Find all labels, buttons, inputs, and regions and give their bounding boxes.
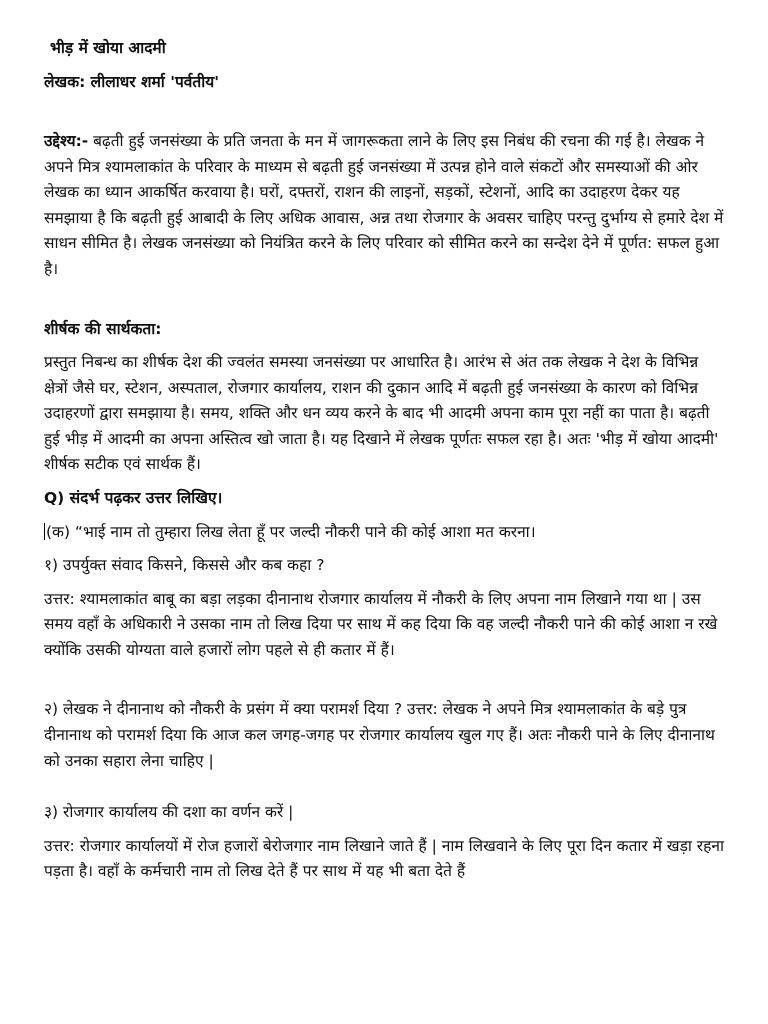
objective-paragraph (44, 129, 724, 283)
q2-text: २) लेखक ने दीनानाथ को नौकरी के प्रसंग में क्या परामर्श दिया ? उत्तर: लेखक ने अपने मित्र श्यामलाकांत के बड़े पुत्र दीनानाथ को परामर्श दिया कि आज कल जगह-जगह पर रोजगार कार्यालय खुल गए हैं। अतः नौकरी पाने के लिए दीनानाथ को उनका सहारा लेना चाहिए | (44, 700, 715, 770)
passage-text: (क) “भाई नाम तो तुम्हारा लिख लेता हूँ पर जल्दी नौकरी पाने की कोई आशा मत करना। (46, 522, 536, 541)
q3-answer: उत्तर: रोजगार कार्यालयों में रोज हजारों बेरोजगार नाम लिखाने जाते हैं | नाम लिखवाने के लिए पूरा दिन कतार में खड़ा रहना पड़ता है। वहाँ के कर्मचारी नाम तो लिख देते हैं पर साथ में यह भी बता देते हैं (44, 836, 724, 881)
author-line: लेखक: लीलाधर शर्मा 'पर्वतीय' (44, 72, 219, 91)
question-heading: Q) संदर्भ पढ़कर उत्तर लिखिए। (44, 489, 223, 508)
objective-text: बढ़ती हुई जनसंख्या के प्रति जनता के मन में जागरूकता लाने के लिए इस निबंध की रचना की गई है। लेखक ने अपने मित्र श्यामलाकांत के परिवार के माध्यम से बढ़ती हुई जनसंख्या में उत्पन्न होने वाले संकटों और समस्याओं की ओर लेखक का ध्यान आकर्षित करवाया है। घरों, दफ्तरों, राशन की लाइनों, सड़कों, स्टेशनों, आदि का उदाहरण देकर यह समझाया है कि बढ़ती हुई आबादी के लिए अधिक आवास, अन्न तथा रोजगार के अवसर चाहिए परन्तु दुर्भाग्य से हमारे देश में साधन सीमित है। लेखक जनसंख्या को नियंत्रित करने के लिए परिवार को सीमित करने का सन्देश देने में पूर्णत: सफल हुआ है। (44, 132, 724, 278)
q1-question: १) उपर्युक्त संवाद किसने, किससे और कब कहा ? (44, 556, 325, 575)
significance-text: प्रस्तुत निबन्ध का शीर्षक देश की ज्वलंत समस्या जनसंख्या पर आधारित है। आरंभ से अंत तक लेखक ने देश के विभिन्न क्षेत्रों जैसे घर, स्टेशन, अस्पताल, रोजगार कार्यालय, राशन की दुकान आदि में बढ़ती हुई जनसंख्या के कारण को विभिन्न उदाहरणों द्वारा समझाया है। समय, शक्ति और धन व्यय करने के बाद भी आदमी अपना काम पूरा नहीं का पाता है। बढ़ती हुई भीड़ में आदमी का अपना अस्तित्व खो जाता है। यह दिखाने में लेखक पूर्णतः सफल रहा है। अतः 'भीड़ में खोया आदमी' शीर्षक सटीक एवं सार्थक हैं। (44, 353, 719, 474)
text-cursor (44, 523, 45, 540)
q1-answer: उत्तर: श्यामलाकांत बाबू का बड़ा लड़का दीनानाथ रोजगार कार्यालय में नौकरी के लिए अपना नाम लिखाने गया था | उस समय वहाँ के अधिकारी ने उसका नाम तो लिख दिया पर साथ में कह दिया कि वह जल्दी नौकरी पाने की कोई आशा न रखे क्योंकि उसकी योग्यता वाले हजारों लोग पहले से ही कतार में हैं। (44, 589, 718, 659)
significance-heading: शीर्षक की सार्थकता: (44, 319, 162, 338)
q3-question: ३) रोजगार कार्यालय की दशा का वर्णन करें | (44, 803, 294, 822)
passage-line (44, 520, 724, 546)
document-title: भीड़ में खोया आदमी (50, 39, 166, 57)
objective-heading: उद्देश्य:- (44, 132, 89, 150)
